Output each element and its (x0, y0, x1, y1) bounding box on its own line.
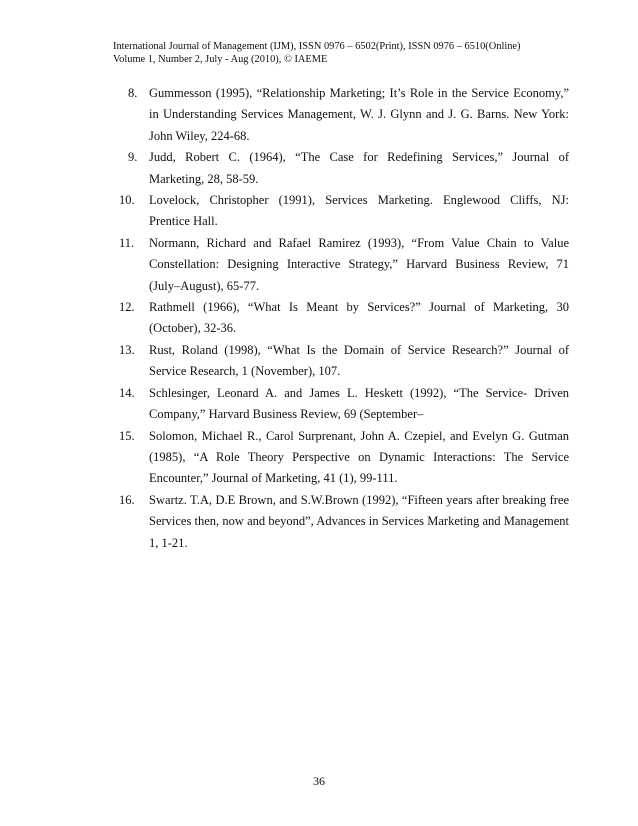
reference-text-line: Gummesson (1995), “Relationship Marketing; It’s Role in the Service Economy,” (149, 86, 569, 100)
reference-text-line: Normann, Richard and Rafael Ramirez (1993), “From Value Chain to Value (149, 235, 569, 250)
reference-item (119, 297, 569, 340)
page-number: 36 (313, 774, 325, 788)
reference-text-line: Service Research, 1 (November), 107. (149, 364, 341, 379)
reference-text-line: (October), 32-36. (149, 321, 237, 336)
reference-text-line: Judd, Robert C. (1964), “The Case for Redefining Services,” Journal of (149, 150, 569, 165)
journal-header-line-1: International Journal of Management (IJM), ISSN 0976 – 6502(Print), ISSN 0976 – 6510(Online) (113, 41, 521, 52)
reference-text-line: Company,” Harvard Business Review, 69 (September– (149, 407, 424, 422)
reference-item (119, 340, 569, 383)
reference-text-line: Constellation: Designing Interactive Strategy,” Harvard Business Review, 71 (149, 257, 569, 272)
reference-text-line: Services then, now and beyond”, Advances in Services Marketing and Management (149, 514, 569, 529)
reference-item (119, 490, 569, 554)
reference-text-line: in Understanding Services Management, W. J. Glynn and J. G. Barns. New York: (149, 107, 569, 122)
reference-item (119, 383, 569, 426)
reference-text-line: (July–August), 65-77. (149, 278, 260, 293)
reference-text-line: Solomon, Michael R., Carol Surprenant, John A. Czepiel, and Evelyn G. Gutman (149, 428, 569, 443)
reference-text-line: Encounter,” Journal of Marketing, 41 (1), 99-111. (149, 471, 398, 486)
reference-item (119, 83, 569, 147)
reference-number: 10. (119, 193, 135, 208)
reference-item (119, 147, 569, 190)
reference-number: 11. (119, 235, 135, 250)
journal-header (113, 40, 593, 66)
reference-text-line: Marketing, 28, 58-59. (149, 171, 259, 186)
reference-text-line: Prentice Hall. (149, 214, 218, 229)
reference-text-line: John Wiley, 224-68. (149, 128, 250, 143)
reference-item (119, 233, 569, 297)
reference-text-line: Rathmell (1966), “What Is Meant by Services?” Journal of Marketing, 30 (149, 300, 569, 315)
reference-number: 9. (128, 150, 138, 165)
reference-item (119, 426, 569, 490)
reference-number: 12. (119, 300, 135, 315)
reference-text-line: Lovelock, Christopher (1991), Services Marketing. Englewood Cliffs, NJ: (149, 193, 569, 208)
journal-header-line-2: Volume 1, Number 2, July - Aug (2010), © IAEME (113, 54, 328, 65)
reference-list (119, 83, 569, 554)
reference-item (119, 190, 569, 233)
reference-number: 13. (119, 342, 135, 357)
reference-number: 16. (119, 492, 135, 507)
reference-text-line: Schlesinger, Leonard A. and James L. Heskett (1992), “The Service- Driven (149, 385, 569, 400)
reference-number: 14. (119, 385, 135, 400)
reference-text-line: 1, 1-21. (149, 535, 188, 550)
reference-text-line: Rust, Roland (1998), “What Is the Domain of Service Research?” Journal of (149, 342, 569, 357)
reference-number: 8. (128, 86, 138, 100)
reference-text-line: Swartz. T.A, D.E Brown, and S.W.Brown (1992), “Fifteen years after breaking free (149, 492, 569, 507)
reference-text-line: (1985), “A Role Theory Perspective on Dynamic Interactions: The Service (149, 449, 569, 464)
reference-number: 15. (119, 428, 135, 443)
